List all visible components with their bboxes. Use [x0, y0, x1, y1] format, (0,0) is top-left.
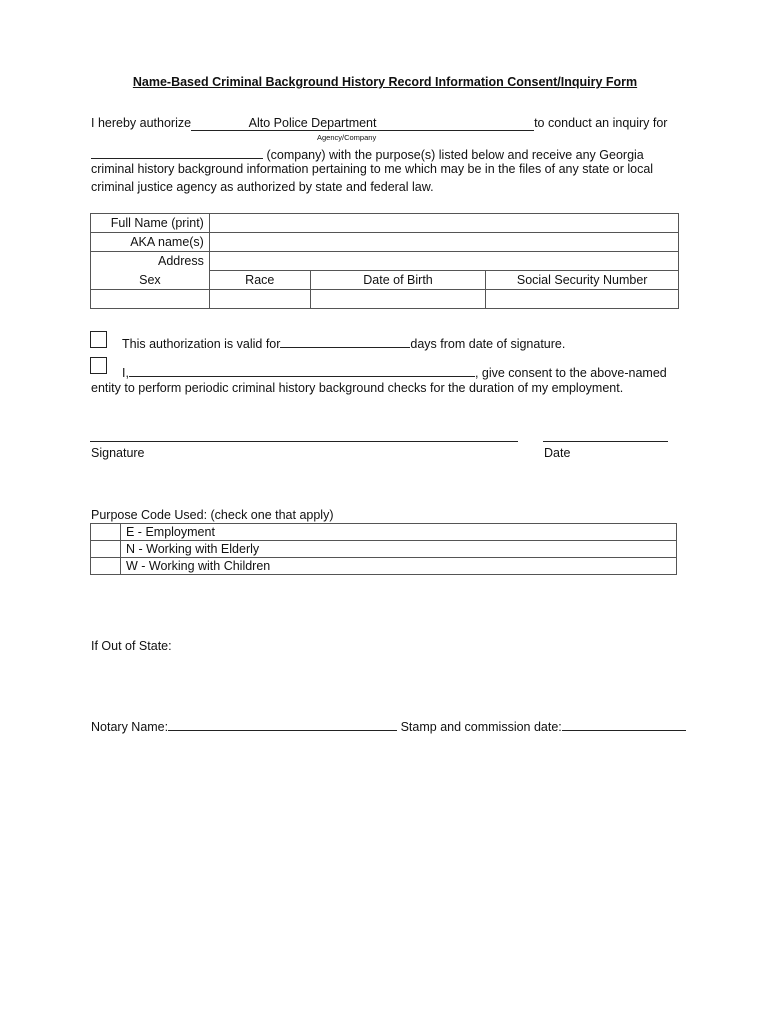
- address-label: Address: [91, 252, 210, 271]
- ssn-field[interactable]: [486, 290, 679, 309]
- purpose-heading: Purpose Code Used: (check one that apply): [91, 508, 334, 522]
- full-name-field[interactable]: [209, 214, 678, 233]
- full-name-label: Full Name (print): [91, 214, 210, 233]
- table-row: [91, 233, 679, 252]
- paragraph-line-4: criminal justice agency as authorized by state and federal law.: [91, 180, 434, 194]
- table-row: [91, 558, 677, 575]
- agency-field[interactable]: [191, 116, 534, 131]
- table-row: [91, 541, 677, 558]
- notary-name-label: Notary Name:: [91, 720, 169, 734]
- race-label: Race: [209, 271, 310, 290]
- personal-info-table: [90, 213, 679, 309]
- paragraph-line-3: criminal history background information pertaining to me which may be in the files of any state or local: [91, 162, 654, 176]
- authorize-line: [91, 116, 667, 131]
- date-label: Date: [544, 446, 571, 460]
- valid-days-field[interactable]: [280, 333, 410, 348]
- valid-prefix: This authorization is valid for: [122, 337, 281, 351]
- table-row: [91, 271, 679, 290]
- table-row: [91, 214, 679, 233]
- out-of-state-label: If Out of State:: [91, 639, 172, 653]
- purpose-check-e[interactable]: [91, 524, 121, 541]
- table-row: [91, 252, 679, 271]
- purpose-code-n: N - Working with Elderly: [121, 541, 677, 558]
- stamp-date-label: Stamp and commission date:: [400, 720, 562, 734]
- purpose-code-w: W - Working with Children: [121, 558, 677, 575]
- purpose-check-w[interactable]: [91, 558, 121, 575]
- purpose-table: [90, 523, 677, 575]
- address-field[interactable]: [209, 252, 678, 271]
- periodic-consent-checkbox[interactable]: [90, 357, 107, 374]
- sex-label: Sex: [91, 271, 210, 290]
- aka-label: AKA name(s): [91, 233, 210, 252]
- consent-name-field[interactable]: [129, 362, 475, 377]
- table-row: [91, 290, 679, 309]
- valid-suffix: days from date of signature.: [410, 337, 566, 351]
- purpose-check-n[interactable]: [91, 541, 121, 558]
- agency-caption: Agency/Company: [317, 133, 377, 142]
- signature-field[interactable]: [90, 441, 518, 442]
- consent-name-line: [122, 362, 667, 380]
- authorize-suffix: to conduct an inquiry for: [534, 116, 668, 130]
- authorize-prefix: I hereby authorize: [91, 116, 192, 130]
- date-field[interactable]: [543, 441, 668, 442]
- race-field[interactable]: [209, 290, 310, 309]
- aka-field[interactable]: [209, 233, 678, 252]
- dob-label: Date of Birth: [310, 271, 486, 290]
- valid-days-checkbox[interactable]: [90, 331, 107, 348]
- company-line: [91, 144, 644, 162]
- dob-field[interactable]: [310, 290, 486, 309]
- stamp-date-field[interactable]: [562, 716, 686, 731]
- valid-days-line: [122, 333, 565, 351]
- purpose-code-e: E - Employment: [121, 524, 677, 541]
- company-field[interactable]: [91, 144, 263, 159]
- agency-value: Alto Police Department: [248, 116, 377, 130]
- sex-field[interactable]: [91, 290, 210, 309]
- consent-i-prefix: I,: [122, 366, 129, 380]
- notary-line: [91, 716, 686, 734]
- form-title: Name-Based Criminal Background History Record Information Consent/Inquiry Form: [132, 75, 638, 89]
- table-row: [91, 524, 677, 541]
- ssn-label: Social Security Number: [486, 271, 679, 290]
- signature-label: Signature: [91, 446, 145, 460]
- notary-name-field[interactable]: [168, 716, 397, 731]
- company-text: (company) with the purpose(s) listed below and receive any Georgia: [266, 148, 644, 162]
- consent-i-suffix: , give consent to the above-named: [474, 366, 667, 380]
- consent-line-2: entity to perform periodic criminal history background checks for the duration of my employment.: [91, 381, 624, 395]
